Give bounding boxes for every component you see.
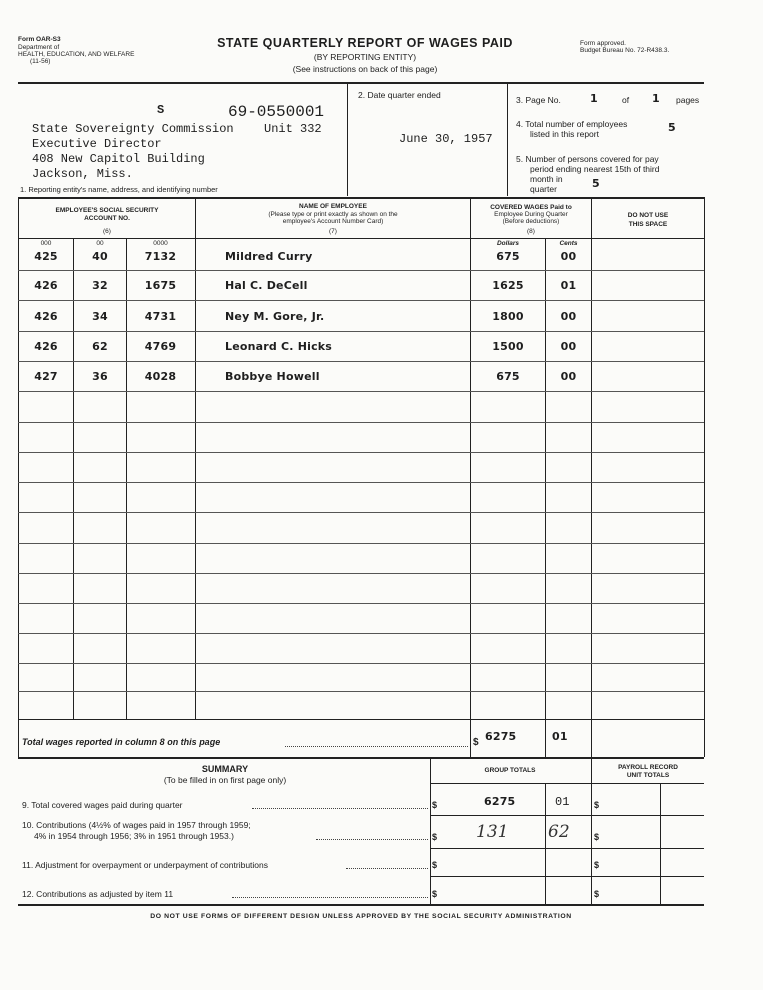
employee-cents: 01 (560, 279, 577, 292)
summary-line-0 (430, 783, 704, 784)
table-row-line (18, 512, 704, 513)
total-row-leader (285, 738, 468, 747)
form-instructions: (See instructions on back of this page) (292, 64, 438, 74)
form-subtitle: (BY REPORTING ENTITY) (313, 52, 417, 62)
employee-cents: 00 (560, 340, 577, 353)
summary-col-group (430, 757, 431, 904)
dept-line3: (11-56) (30, 58, 51, 65)
item10-line2: 4% in 1954 through 1956; 3% in 1951 through 1953.) (34, 831, 234, 841)
group-totals-label: GROUP TOTALS (484, 767, 536, 774)
ssn-num: (6) (103, 228, 111, 235)
item9-leader (252, 800, 428, 809)
entity-line3: 408 New Capitol Building (32, 152, 205, 166)
table-row-line (18, 391, 704, 392)
name-sub1: (Please type or print exactly as shown on the (268, 211, 398, 218)
item11-leader (346, 860, 428, 869)
employees-value: 5 (668, 121, 676, 134)
form-id: Form OAR-S3 (18, 36, 61, 43)
wages-title2: Employee During Quarter (494, 211, 568, 218)
table-left-border (18, 197, 19, 757)
wages-num: (8) (527, 228, 535, 235)
item9-currency: $ (432, 800, 438, 810)
ssn-title1: EMPLOYEE'S SOCIAL SECURITY (55, 207, 159, 214)
dept-line2: HEALTH, EDUCATION, AND WELFARE (18, 51, 135, 58)
employee-ssn2: 62 (92, 340, 108, 353)
table-row-line (18, 543, 704, 544)
total-row-label: Total wages reported in column 8 on this page (22, 737, 221, 747)
summary-line-1 (430, 815, 704, 816)
total-cents: 01 (552, 730, 568, 743)
table-row-line (18, 422, 704, 423)
payroll-label1: PAYROLL RECORD (618, 764, 678, 771)
item11-currency: $ (432, 860, 438, 870)
summary-col-cents (545, 783, 546, 904)
table-row-line (18, 361, 704, 362)
employee-ssn3: 4769 (144, 340, 177, 353)
employee-dollars: 1625 (492, 279, 524, 292)
table-row-line (18, 663, 704, 664)
table-row-line (18, 270, 704, 271)
approval-line1: Form approved. (580, 40, 626, 47)
name-title: NAME OF EMPLOYEE (299, 203, 367, 210)
header-bottom-line (18, 238, 704, 239)
employee-ssn2: 34 (92, 310, 108, 323)
quarter-label: 2. Date quarter ended (358, 90, 441, 100)
table-right-border (704, 197, 705, 757)
employees-label2: listed in this report (530, 129, 599, 139)
employee-ssn1: 427 (34, 370, 58, 383)
table-row-line (18, 300, 704, 301)
table-row-line (18, 633, 704, 634)
approval-line2: Budget Bureau No. 72-R438.3. (580, 47, 670, 54)
entity-number: 69-0550001 (228, 103, 325, 121)
wages-title3: (Before deductions) (502, 218, 560, 225)
item10-payroll-currency: $ (594, 832, 600, 842)
entity-prefix: S (157, 103, 165, 117)
item11-label: 11. Adjustment for overpayment or underpayment of contributions (22, 860, 269, 870)
persons-value: 5 (592, 177, 600, 190)
total-row-top (18, 719, 704, 720)
employee-dollars: 675 (496, 250, 520, 263)
employee-ssn2: 32 (92, 279, 108, 292)
page-value: 1 (590, 92, 598, 105)
persons-label2: period ending nearest 15th of third (530, 164, 660, 174)
item10-line1: 10. Contributions (4½% of wages paid in 1957 through 1959; (22, 820, 251, 830)
ssn-title2: ACCOUNT NO. (84, 215, 130, 222)
page-divider (507, 83, 508, 196)
dollars-label: Dollars (496, 240, 520, 247)
entity-label: 1. Reporting entity's name, address, and identifying number (20, 185, 218, 194)
col-line-name (195, 197, 196, 719)
wages-title1: COVERED WAGES Paid to (490, 204, 572, 211)
table-top-border (18, 197, 704, 199)
employee-ssn1: 425 (34, 250, 58, 263)
item12-label: 12. Contributions as adjusted by item 11 (22, 889, 174, 899)
total-currency: $ (473, 737, 479, 748)
item10-leader (316, 831, 428, 840)
col-line-dnu (591, 197, 592, 757)
dept-line1: Department of (18, 44, 60, 51)
employee-ssn1: 426 (34, 310, 58, 323)
persons-label4: quarter (530, 184, 557, 194)
name-sub2: employee's Account Number Card) (282, 218, 384, 225)
employee-cents: 00 (560, 310, 577, 323)
summary-title: SUMMARY (201, 764, 249, 774)
quarter-value: June 30, 1957 (399, 132, 493, 146)
table-row-line (18, 573, 704, 574)
employee-name: Leonard C. Hicks (225, 340, 333, 353)
employee-ssn3: 4731 (144, 310, 177, 323)
employee-ssn1: 426 (34, 279, 58, 292)
item10-currency: $ (432, 832, 438, 842)
dnu-line2: THIS SPACE (628, 221, 668, 228)
employee-dollars: 1800 (492, 310, 524, 323)
table-row-line (18, 603, 704, 604)
summary-col-payroll-cents (660, 783, 661, 904)
cents-label: Cents (559, 240, 578, 247)
persons-label3: month in (530, 174, 563, 184)
pages-label: pages (676, 95, 700, 105)
name-num: (7) (329, 228, 337, 235)
table-row-line (18, 331, 704, 332)
employee-ssn2: 40 (92, 250, 108, 263)
top-border (18, 82, 704, 84)
employee-ssn2: 36 (92, 370, 108, 383)
entity-line4: Jackson, Miss. (32, 167, 133, 181)
summary-line-3 (430, 876, 704, 877)
table-row-line (18, 691, 704, 692)
item12-leader (232, 889, 428, 898)
of-label: of (622, 95, 630, 105)
employee-cents: 00 (560, 250, 577, 263)
item12-currency: $ (432, 889, 438, 899)
item10-cents: 62 (548, 822, 570, 842)
form-title: STATE QUARTERLY REPORT OF WAGES PAID (217, 36, 513, 50)
ssn-sub3: 0000 (153, 240, 168, 247)
item9-label: 9. Total covered wages paid during quarter (22, 800, 183, 810)
item10-dollars: 131 (476, 822, 509, 842)
persons-label1: 5. Number of persons covered for pay (516, 154, 659, 164)
ssn-sub2: 00 (96, 240, 104, 247)
dnu-line1: DO NOT USE (627, 212, 669, 219)
employee-name: Hal C. DeCell (225, 279, 308, 292)
quarter-divider (347, 83, 348, 196)
employee-ssn3: 1675 (144, 279, 177, 292)
footer-notice: DO NOT USE FORMS OF DIFFERENT DESIGN UNLESS APPROVED BY THE SOCIAL SECURITY ADMINISTRATION (150, 913, 572, 920)
item11-payroll-currency: $ (594, 860, 600, 870)
entity-name: State Sovereignty Commission (32, 122, 234, 136)
payroll-label2: UNIT TOTALS (626, 772, 670, 779)
employee-name: Ney M. Gore, Jr. (225, 310, 325, 323)
entity-line2: Executive Director (32, 137, 162, 151)
item12-payroll-currency: $ (594, 889, 600, 899)
summary-bottom (18, 904, 704, 906)
employee-cents: 00 (560, 370, 577, 383)
employee-name: Bobbye Howell (225, 370, 320, 383)
employee-dollars: 675 (496, 370, 520, 383)
ssn-sub1: 000 (40, 240, 52, 247)
item9-dollars: 6275 (484, 795, 516, 808)
employees-label1: 4. Total number of employees (516, 119, 628, 129)
employee-ssn3: 7132 (144, 250, 177, 263)
item9-cents: 01 (555, 795, 570, 809)
employee-dollars: 1500 (492, 340, 524, 353)
table-row-line (18, 482, 704, 483)
employee-ssn1: 426 (34, 340, 58, 353)
employee-name: Mildred Curry (225, 250, 313, 263)
employee-ssn3: 4028 (144, 370, 177, 383)
total-dollars: 6275 (485, 730, 517, 743)
total-row-bottom (18, 757, 704, 759)
of-value: 1 (652, 92, 660, 105)
item9-payroll-currency: $ (594, 800, 600, 810)
entity-unit: Unit 332 (264, 122, 322, 136)
table-row-line (18, 452, 704, 453)
summary-subtitle: (To be filled in on first page only) (163, 775, 287, 785)
page-label: 3. Page No. (516, 95, 561, 105)
summary-col-payroll (591, 757, 592, 904)
summary-line-2 (430, 848, 704, 849)
